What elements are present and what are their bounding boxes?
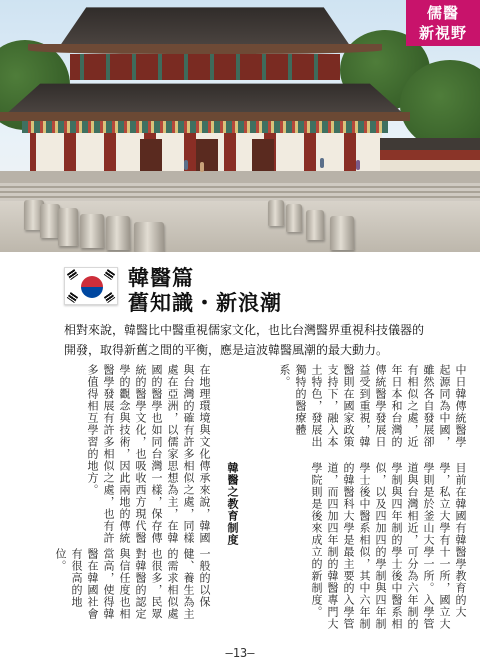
rank-stone bbox=[58, 208, 78, 246]
trigram bbox=[67, 292, 78, 303]
body-text-left-bottom: 一般的以保健、養生為主的需求相似處也很多，民眾對韓醫的認定與信任度也相當高，使得韓醫在韓國社會有很高的地位。 bbox=[54, 548, 211, 620]
body-text-right-top: 中日韓傳統醫學起源同為中國，雖然各自發展卻有相似之處，近年日本和台灣的傳統醫學發展日益受到重視，韓醫則在國家政策支持下，融入本土特色，發展出獨特的醫療體系。 bbox=[278, 364, 467, 448]
korean-flag-icon bbox=[64, 267, 118, 305]
page-number: —13— bbox=[225, 646, 255, 660]
dancheong-bracket bbox=[22, 121, 388, 133]
trigram bbox=[67, 269, 78, 280]
rank-stone bbox=[330, 216, 354, 250]
visitor bbox=[184, 160, 188, 170]
rank-stone bbox=[306, 210, 324, 240]
upper-roof bbox=[40, 4, 370, 46]
article-subtitle: 舊知識・新浪潮 bbox=[128, 290, 282, 315]
visitor bbox=[320, 158, 324, 168]
upper-eaves bbox=[28, 44, 382, 54]
section-heading: 韓醫之教育制度 bbox=[222, 462, 242, 546]
trigram bbox=[104, 269, 115, 280]
upper-wall bbox=[70, 54, 340, 80]
stone-stairs bbox=[0, 183, 480, 201]
rank-stone bbox=[80, 214, 104, 248]
rank-stone bbox=[268, 200, 284, 226]
badge-line-2: 新視野 bbox=[418, 24, 467, 42]
rank-stone bbox=[106, 216, 130, 250]
rank-stone bbox=[40, 204, 60, 238]
trigram bbox=[104, 292, 115, 303]
section-badge bbox=[406, 0, 480, 46]
badge-line-1: 儒醫 bbox=[426, 4, 459, 22]
stone-plinth bbox=[0, 171, 480, 183]
rank-stone bbox=[134, 222, 164, 252]
visitor bbox=[356, 160, 360, 170]
lead-paragraph: 相對來說，韓醫比中醫重視儒家文化，也比台灣醫界重視科技儀器的開發，取得新舊之間的平衡，應是這波韓醫風潮的最大動力。 bbox=[64, 323, 425, 357]
body-text-left-top: 在地理環境與文化傳承來說，韓國與台灣的確有許多相似之處，同樣處在亞洲，以儒家思想為主，在韓國的醫學也如同台灣一樣，保存傳統的醫學文化，也吸收西方現代醫學的觀念與技術，因此兩地的傳統醫學發展有許多相似之處，也有許多值得相互學習的地方。 bbox=[86, 364, 211, 544]
rank-stone bbox=[286, 204, 302, 232]
article-title: 韓醫篇 bbox=[128, 265, 194, 290]
hall-door bbox=[252, 139, 274, 171]
hall-door bbox=[140, 139, 162, 171]
lower-roof bbox=[4, 80, 406, 116]
visitor bbox=[200, 162, 204, 172]
lower-eaves bbox=[0, 112, 410, 121]
body-text-right-bottom: 目前在韓國有韓醫學教育的大學，私立大學有十一所，國立大學則是於釜山大學一所。入學管道與台灣相近，可分為六年制的學制與四年制的學士後中醫系相似，以及四加四的學制與四年制學士後中醫系相似，其中六年制的韓醫科大學是最主要的入學管道，而四加四年制的韓醫專門大學院則是後來成立的新制度。 bbox=[310, 462, 467, 630]
taegeuk-symbol bbox=[81, 276, 103, 298]
